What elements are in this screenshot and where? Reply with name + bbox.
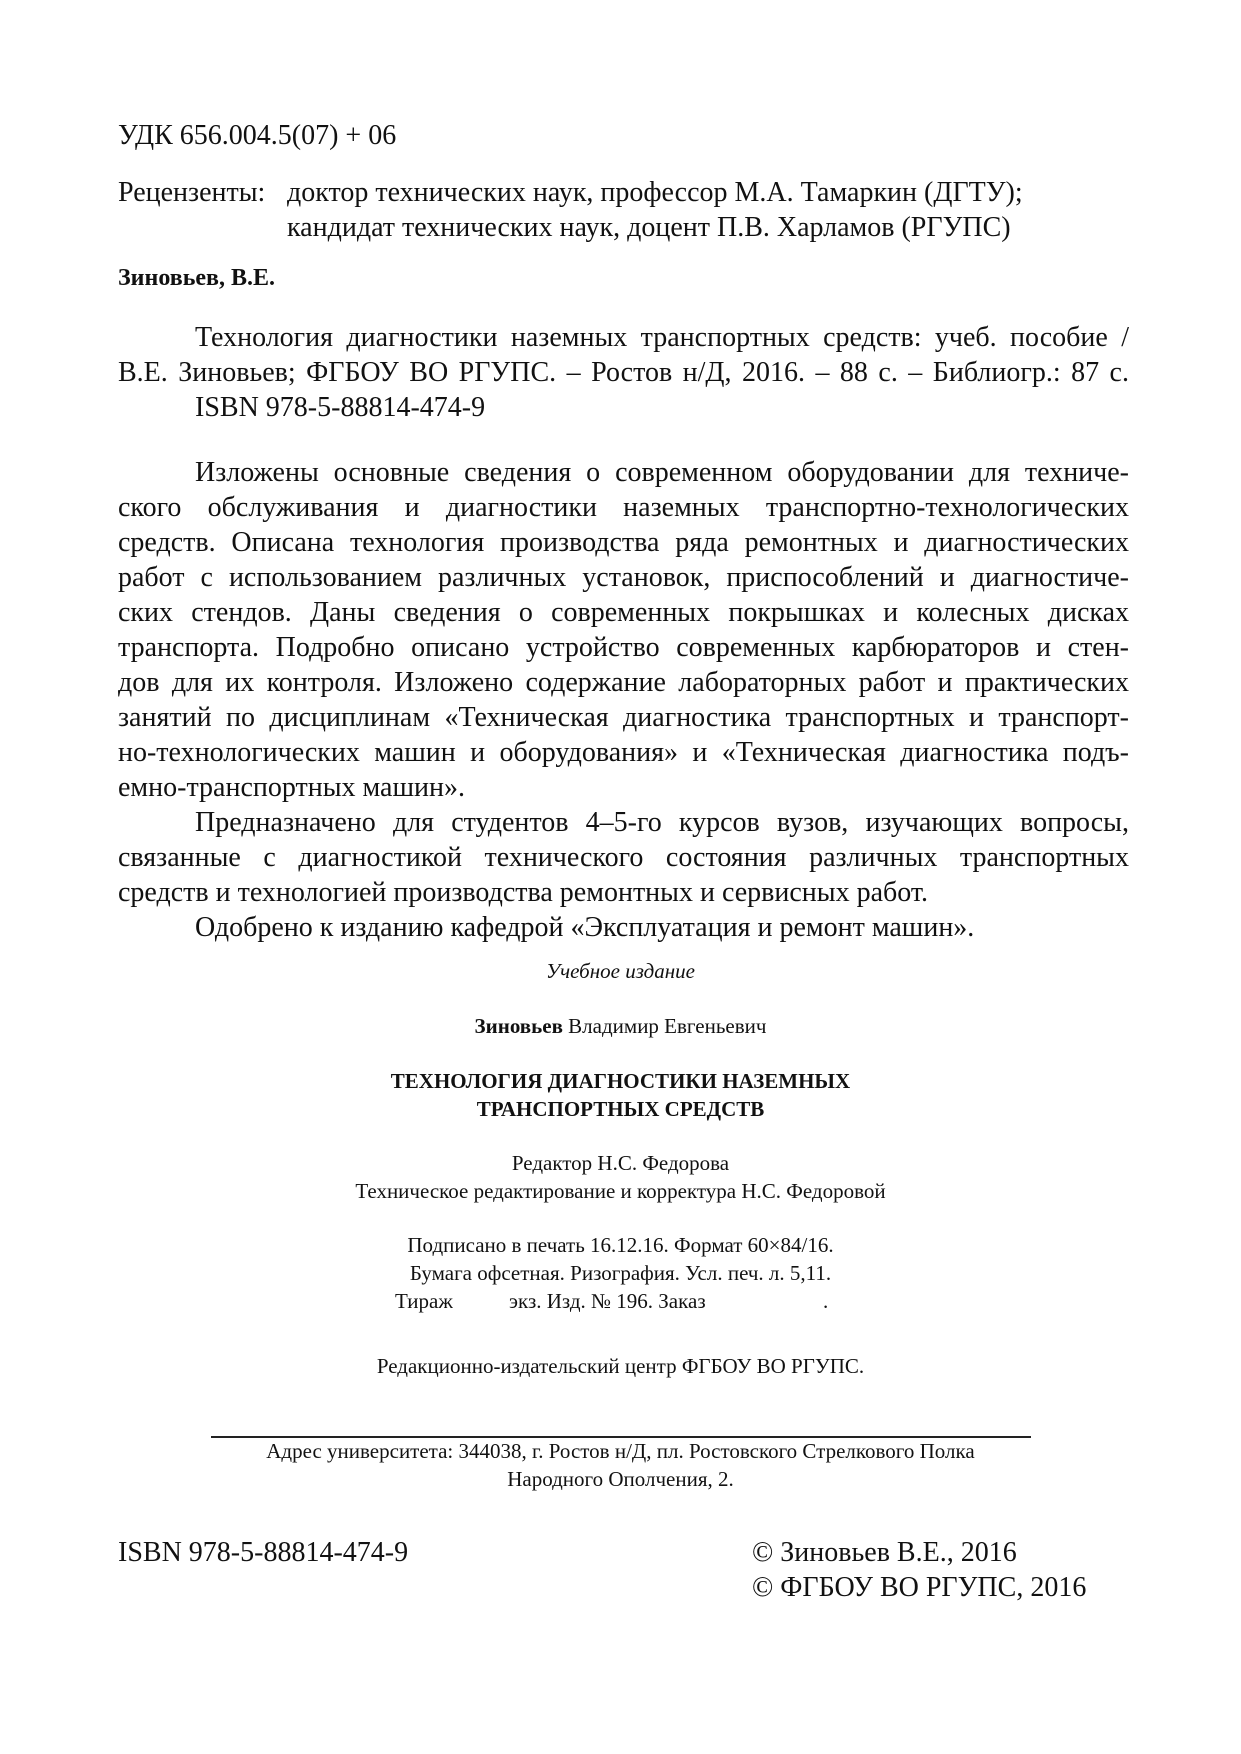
abstract-line: дов для их контроля. Изложено содержание лабораторных работ и практических <box>118 667 1129 698</box>
abstract-line: но-технологических машин и оборудования» и «Техническая диагностика подъ- <box>118 737 1129 768</box>
abstract-line: транспорта. Подробно описано устройство современных карбюраторов и стен- <box>118 632 1129 663</box>
copyright-university: © ФГБОУ ВО РГУПС, 2016 <box>752 1572 1087 1603</box>
imprint-author-surname: Зиновьев <box>474 1014 563 1038</box>
abstract-line: емно-транспортных машин». <box>118 772 466 803</box>
technical-editing: Техническое редактирование и корректура Н.С. Федоровой <box>355 1179 886 1203</box>
imprint-title-line-1: ТЕХНОЛОГИЯ ДИАГНОСТИКИ НАЗЕМНЫХ <box>390 1069 851 1093</box>
order-end-dot: . <box>823 1289 829 1313</box>
abstract-line: ского обслуживания и диагностики наземных транспортно-технологических <box>118 492 1129 523</box>
abstract-line: средств. Описана технология производства ряда ремонтных и диагностических <box>118 527 1129 558</box>
imprint-author <box>0 1013 1241 1040</box>
address-line-2: Народного Ополчения, 2. <box>507 1467 734 1491</box>
abstract-line: занятий по дисциплинам «Техническая диагностика транспортных и транспорт- <box>118 702 1129 733</box>
purpose-line: связанные с диагностикой технического состояния различных транспортных <box>118 842 1129 873</box>
address-line-1: Адрес университета: 344038, г. Ростов н/Д, пл. Ростовского Стрелкового Полка <box>266 1439 975 1463</box>
abstract-line: ских стендов. Даны сведения о современных покрышках и колесных дисках <box>118 597 1129 628</box>
bibliographic-record <box>118 320 1129 425</box>
abstract-line: Изложены основные сведения о современном оборудовании для техниче- <box>195 457 1129 488</box>
purpose-line: средств и технологией производства ремонтных и сервисных работ. <box>118 877 929 908</box>
abstract-line: работ с использованием различных установок, приспособлений и диагностиче- <box>118 562 1129 593</box>
footer-isbn: ISBN 978-5-88814-474-9 <box>118 1537 409 1568</box>
imprint-title-line-2: ТРАНСПОРТНЫХ СРЕДСТВ <box>476 1097 765 1121</box>
bibliographic-line: Технология диагностики наземных транспортных средств: учеб. пособие / <box>195 322 1129 353</box>
reviewer-2: кандидат технических наук, доцент П.В. Харламов (РГУПС) <box>287 212 1011 243</box>
udk-code: УДК 656.004.5(07) + 06 <box>118 120 397 151</box>
purpose-line: Предназначено для студентов 4–5-го курсов вузов, изучающих вопросы, <box>195 807 1129 838</box>
publisher: Редакционно-издательский центр ФГБОУ ВО РГУПС. <box>376 1354 865 1378</box>
print-info-line-2: Бумага офсетная. Ризография. Усл. печ. л. 5,11. <box>409 1261 832 1285</box>
approved-line: Одобрено к изданию кафедрой «Эксплуатация и ремонт машин». <box>195 912 975 943</box>
print-info-line-1: Подписано в печать 16.12.16. Формат 60×84/16. <box>407 1233 834 1257</box>
edition-type: Учебное издание <box>545 959 696 983</box>
copyright-author: © Зиновьев В.Е., 2016 <box>752 1537 1017 1568</box>
isbn-line: ISBN 978-5-88814-474-9 <box>195 392 486 423</box>
reviewer-1: доктор технических наук, профессор М.А. Тамаркин (ДГТУ); <box>287 177 1023 208</box>
reviewers-label: Рецензенты: <box>118 177 266 208</box>
abstract <box>118 455 1129 945</box>
print-run-label: Тираж <box>395 1289 453 1313</box>
imprint-author-name: Владимир Евгеньевич <box>568 1014 767 1038</box>
bibliographic-line: В.Е. Зиновьев; ФГБОУ ВО РГУПС. – Ростов н/Д, 2016. – 88 с. – Библиогр.: 87 с. <box>118 357 1129 388</box>
editor: Редактор Н.С. Федорова <box>511 1151 730 1175</box>
print-info-line-3: экз. Изд. № 196. Заказ <box>509 1289 706 1313</box>
author-heading: Зиновьев, В.Е. <box>118 265 276 291</box>
